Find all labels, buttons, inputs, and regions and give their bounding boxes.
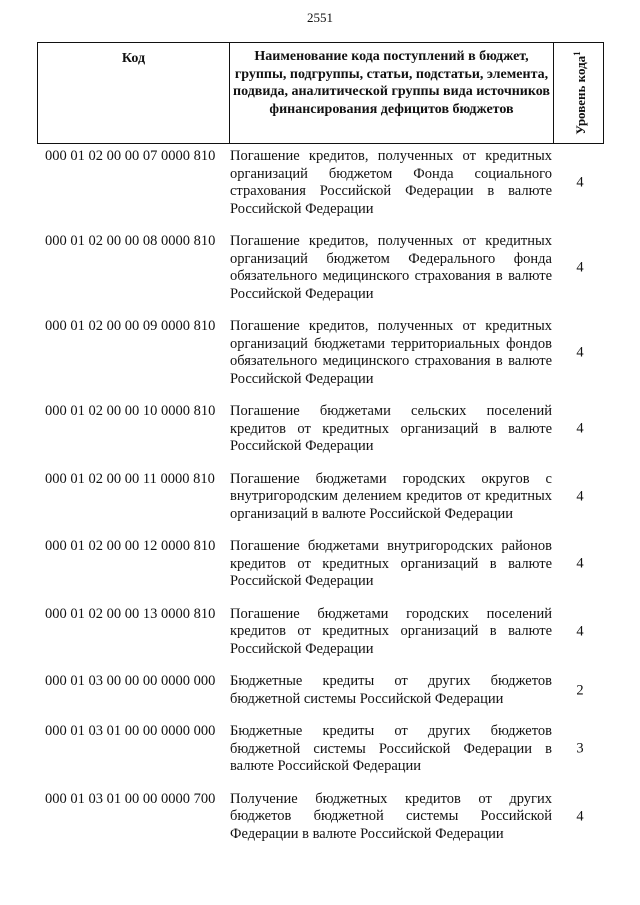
row-code: 000 01 03 01 00 00 0000 000 bbox=[45, 723, 216, 739]
header-code: Код bbox=[121, 51, 146, 66]
table-header bbox=[37, 42, 604, 144]
row-level: 4 bbox=[576, 174, 584, 191]
header-level bbox=[569, 51, 587, 134]
row-code: 000 01 03 01 00 00 0000 700 bbox=[45, 790, 216, 807]
row-code: 000 01 02 00 00 09 0000 810 bbox=[45, 318, 216, 334]
page-number: 2551 bbox=[307, 10, 333, 25]
row-name: Погашение кредитов, полученных от кредитных организаций бюджетом Федерального фонда обязательного медицинского страхования в валюте Российской Федерации bbox=[230, 233, 552, 302]
row-code: 000 01 02 00 00 08 0000 810 bbox=[45, 233, 216, 249]
header-level-label: Уровень кода bbox=[572, 55, 588, 135]
row-name: Погашение кредитов, полученных от кредитных организаций бюджетами территориальных фондов обязательного медицинского страхования в валюте Российской Федерации bbox=[230, 318, 552, 387]
table-row bbox=[0, 673, 640, 708]
header-level-cell bbox=[554, 43, 603, 143]
table-row bbox=[0, 148, 640, 218]
row-level: 4 bbox=[576, 344, 584, 361]
row-name: Бюджетные кредиты от других бюджетов бюджетной системы Российской Федерации bbox=[230, 673, 552, 707]
header-level-footnote: 1 bbox=[571, 51, 582, 56]
row-code: 000 01 02 00 00 12 0000 810 bbox=[45, 538, 216, 554]
row-name: Бюджетные кредиты от других бюджетов бюджетной системы Российской Федерации в валюте Российской Федерации bbox=[230, 723, 552, 774]
row-level: 4 bbox=[576, 259, 584, 276]
table-row bbox=[0, 723, 640, 776]
row-name: Получение бюджетных кредитов от других бюджетов бюджетной системы Российской Федерации в валюте Российской Федерации bbox=[230, 790, 552, 842]
row-code: 000 01 02 00 00 11 0000 810 bbox=[45, 470, 215, 487]
table-row bbox=[0, 606, 640, 659]
table-row bbox=[0, 233, 640, 303]
row-name: Погашение бюджетами городских поселений кредитов от кредитных организаций в валюте Российской Федерации bbox=[230, 605, 552, 657]
row-level: 3 bbox=[576, 740, 584, 757]
table-body bbox=[0, 148, 640, 858]
row-code: 000 01 02 00 00 13 0000 810 bbox=[45, 605, 216, 622]
row-name: Погашение бюджетами городских округов с внутригородским делением кредитов от кредитных организаций в валюте Российской Федерации bbox=[230, 470, 552, 522]
row-name: Погашение бюджетами сельских поселений кредитов от кредитных организаций в валюте Российской Федерации bbox=[230, 403, 552, 454]
header-name: Наименование кода поступлений в бюджет, группы, подгруппы, статьи, подстатьи, элемента, подвида, аналитической группы вида источников финансирования дефицитов бюджетов bbox=[229, 43, 554, 143]
row-name: Погашение бюджетами внутригородских районов кредитов от кредитных организаций в валюте Российской Федерации bbox=[230, 538, 552, 589]
table-row bbox=[0, 791, 640, 844]
row-level: 4 bbox=[576, 808, 584, 824]
row-code: 000 01 02 00 00 07 0000 810 bbox=[45, 148, 216, 164]
row-level: 4 bbox=[576, 420, 584, 437]
table-row bbox=[0, 538, 640, 591]
table-row bbox=[0, 318, 640, 388]
row-level: 4 bbox=[576, 623, 584, 639]
row-code: 000 01 02 00 00 10 0000 810 bbox=[45, 403, 216, 419]
row-level: 2 bbox=[576, 681, 584, 698]
row-level: 4 bbox=[576, 555, 584, 572]
row-level: 4 bbox=[576, 488, 584, 504]
row-name: Погашение кредитов, полученных от кредитных организаций бюджетом Фонда социального страхования Российской Федерации в валюте Российской Федерации bbox=[230, 148, 552, 217]
table-row bbox=[0, 471, 640, 524]
row-code: 000 01 03 00 00 00 0000 000 bbox=[45, 673, 216, 689]
table-row bbox=[0, 403, 640, 456]
